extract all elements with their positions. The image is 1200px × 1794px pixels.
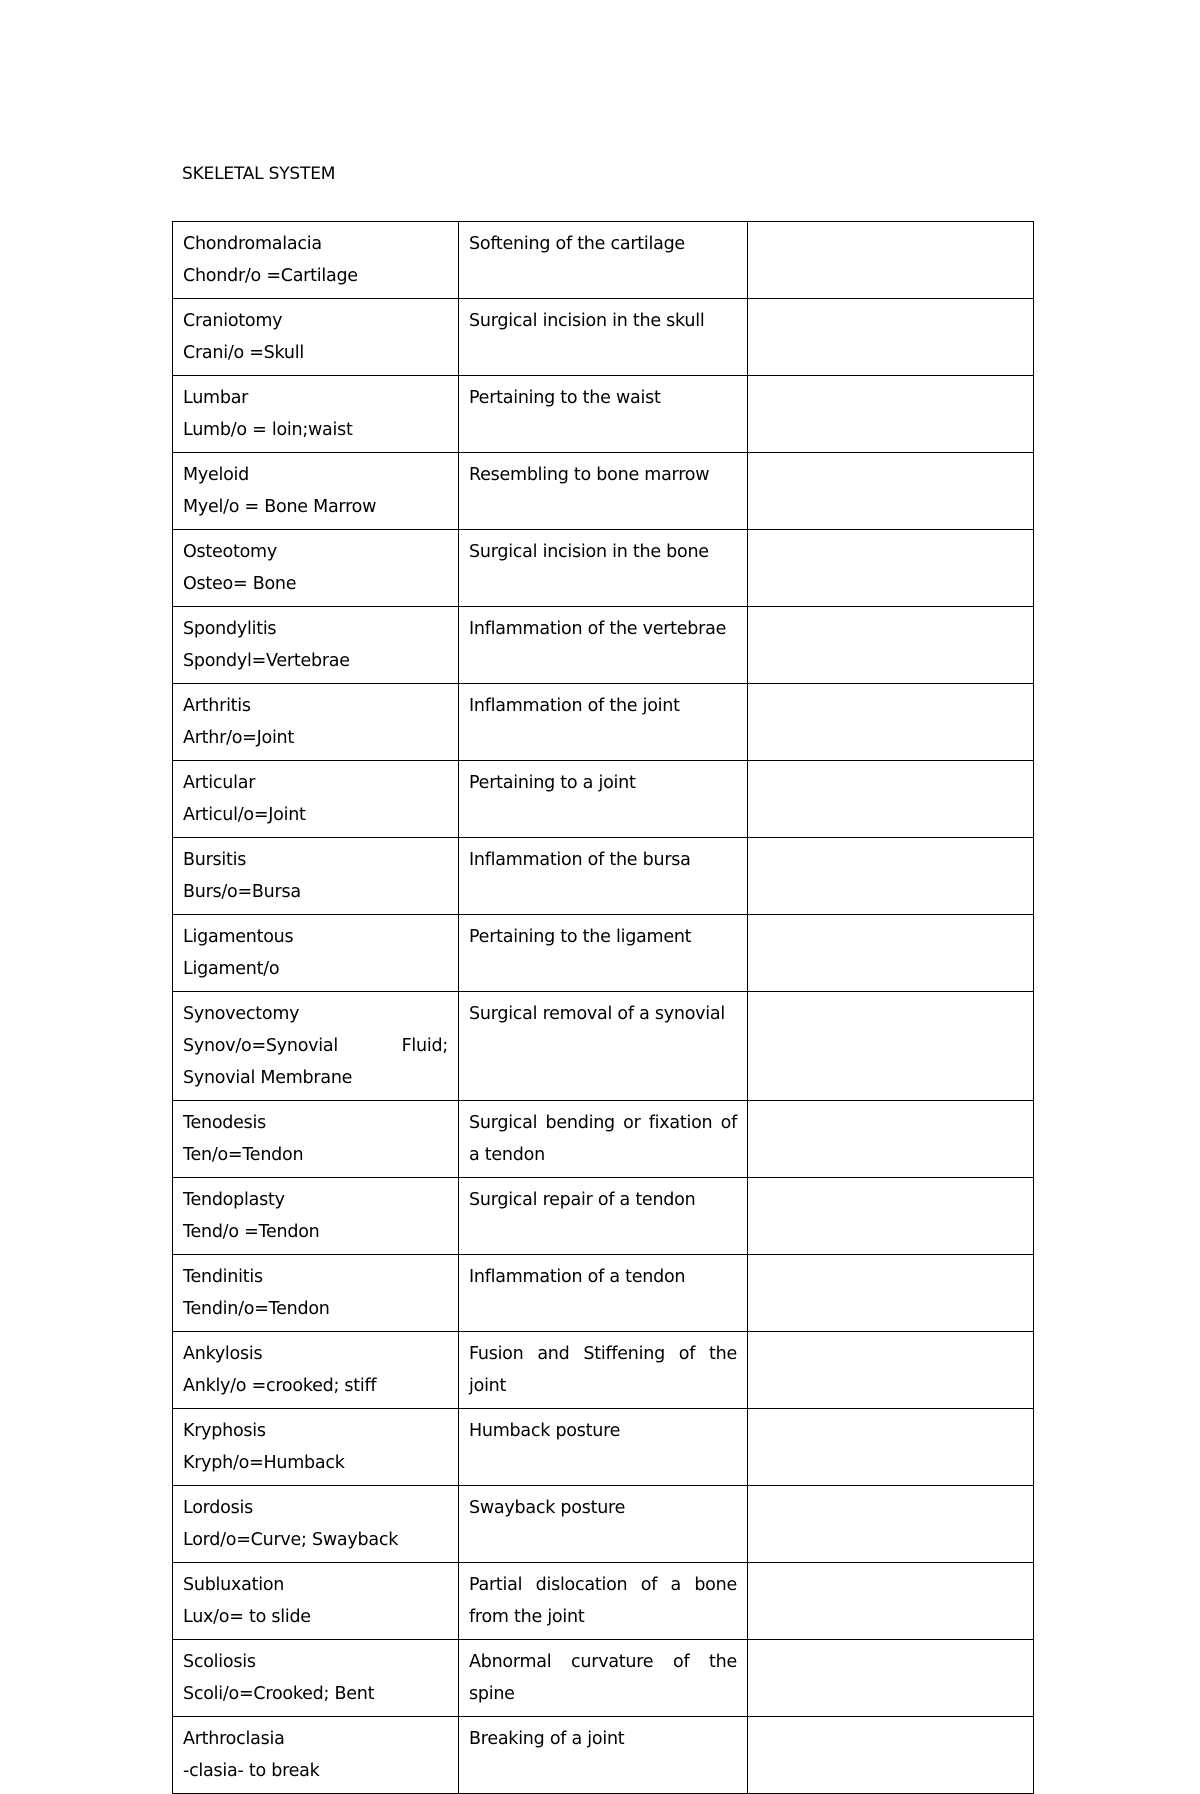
term-text: Ankylosis [183, 1344, 263, 1364]
root-text: Articul/o=Joint [183, 805, 306, 825]
definition-text: Surgical repair of a tendon [469, 1190, 696, 1210]
term-cell [173, 453, 459, 530]
notes-cell[interactable] [748, 684, 1034, 761]
definition-cell [459, 299, 748, 376]
term-text: Subluxation [183, 1575, 285, 1595]
page-title: SKELETAL SYSTEM [182, 164, 336, 184]
table-row [173, 838, 1034, 915]
notes-cell[interactable] [748, 1717, 1034, 1794]
term-cell [173, 1563, 459, 1640]
root-text: Kryph/o=Humback [183, 1453, 345, 1473]
definition-text: Swayback posture [469, 1498, 626, 1518]
definition-text: Surgical incision in the bone [469, 542, 709, 562]
term-text: Spondylitis [183, 619, 277, 639]
term-cell [173, 376, 459, 453]
term-cell [173, 1717, 459, 1794]
notes-cell[interactable] [748, 1409, 1034, 1486]
root-text: Arthr/o=Joint [183, 728, 295, 748]
term-text: Chondromalacia [183, 234, 322, 254]
table-row [173, 607, 1034, 684]
definition-text: Fusion and Stiffening of the joint [469, 1344, 737, 1396]
definition-text: Inflammation of a tendon [469, 1267, 686, 1287]
notes-cell[interactable] [748, 838, 1034, 915]
definition-text: Partial dislocation of a bone from the joint [469, 1575, 737, 1627]
term-text: Tendoplasty [183, 1190, 285, 1210]
definition-cell [459, 607, 748, 684]
definition-cell [459, 1178, 748, 1255]
notes-cell[interactable] [748, 222, 1034, 299]
table-row [173, 915, 1034, 992]
table-row [173, 1563, 1034, 1640]
table-row [173, 1717, 1034, 1794]
root-text: Synov/o=Synovial Fluid; Synovial Membrane [183, 1036, 448, 1088]
term-text: Scoliosis [183, 1652, 256, 1672]
term-text: Lordosis [183, 1498, 253, 1518]
definition-text: Pertaining to a joint [469, 773, 636, 793]
table-row [173, 1178, 1034, 1255]
term-cell [173, 1486, 459, 1563]
notes-cell[interactable] [748, 376, 1034, 453]
term-cell [173, 838, 459, 915]
notes-cell[interactable] [748, 1332, 1034, 1409]
definition-cell [459, 915, 748, 992]
root-text: Lord/o=Curve; Swayback [183, 1530, 399, 1550]
table-row [173, 299, 1034, 376]
root-text: Ten/o=Tendon [183, 1145, 304, 1165]
notes-cell[interactable] [748, 1255, 1034, 1332]
definition-text: Surgical incision in the skull [469, 311, 705, 331]
root-text: Burs/o=Bursa [183, 882, 301, 902]
root-text: Ankly/o =crooked; stiff [183, 1376, 377, 1396]
term-text: Craniotomy [183, 311, 283, 331]
definition-text: Humback posture [469, 1421, 621, 1441]
table-row [173, 684, 1034, 761]
term-text: Synovectomy [183, 1004, 300, 1024]
term-cell [173, 1409, 459, 1486]
table-row [173, 761, 1034, 838]
definition-cell [459, 838, 748, 915]
term-text: Myeloid [183, 465, 250, 485]
definition-cell [459, 761, 748, 838]
definition-cell [459, 1332, 748, 1409]
glossary-table-body [173, 222, 1034, 1794]
table-row [173, 453, 1034, 530]
table-row [173, 1255, 1034, 1332]
term-cell [173, 1640, 459, 1717]
definition-cell [459, 222, 748, 299]
definition-cell [459, 1255, 748, 1332]
root-text: Osteo= Bone [183, 574, 297, 594]
notes-cell[interactable] [748, 915, 1034, 992]
definition-text: Softening of the cartilage [469, 234, 685, 254]
root-text: Lumb/o = loin;waist [183, 420, 353, 440]
table-row [173, 222, 1034, 299]
definition-cell [459, 530, 748, 607]
definition-cell [459, 1409, 748, 1486]
definition-text: Surgical bending or fixation of a tendon [469, 1113, 737, 1165]
definition-cell [459, 376, 748, 453]
root-text: Tendin/o=Tendon [183, 1299, 330, 1319]
term-cell [173, 761, 459, 838]
root-text: Spondyl=Vertebrae [183, 651, 350, 671]
term-cell [173, 607, 459, 684]
notes-cell[interactable] [748, 1640, 1034, 1717]
term-text: Ligamentous [183, 927, 294, 947]
definition-text: Pertaining to the ligament [469, 927, 692, 947]
term-cell [173, 1178, 459, 1255]
definition-text: Surgical removal of a synovial [469, 1004, 725, 1024]
table-row [173, 1486, 1034, 1563]
definition-cell [459, 1101, 748, 1178]
term-cell [173, 530, 459, 607]
notes-cell[interactable] [748, 607, 1034, 684]
definition-cell [459, 1563, 748, 1640]
table-row [173, 1640, 1034, 1717]
notes-cell[interactable] [748, 299, 1034, 376]
table-row [173, 1332, 1034, 1409]
notes-cell[interactable] [748, 530, 1034, 607]
root-text: Scoli/o=Crooked; Bent [183, 1684, 375, 1704]
root-text: -clasia- to break [183, 1761, 320, 1781]
term-text: Kryphosis [183, 1421, 266, 1441]
term-cell [173, 222, 459, 299]
definition-cell [459, 453, 748, 530]
root-text: Lux/o= to slide [183, 1607, 311, 1627]
table-row [173, 1101, 1034, 1178]
definition-text: Resembling to bone marrow [469, 465, 710, 485]
notes-cell[interactable] [748, 992, 1034, 1101]
glossary-table [172, 221, 1034, 1794]
table-row [173, 530, 1034, 607]
notes-cell[interactable] [748, 761, 1034, 838]
term-text: Articular [183, 773, 256, 793]
definition-text: Inflammation of the bursa [469, 850, 691, 870]
root-text: Myel/o = Bone Marrow [183, 497, 377, 517]
root-text: Tend/o =Tendon [183, 1222, 320, 1242]
root-text: Crani/o =Skull [183, 343, 304, 363]
definition-text: Abnormal curvature of the spine [469, 1652, 737, 1704]
term-text: Tendinitis [183, 1267, 263, 1287]
notes-cell[interactable] [748, 1178, 1034, 1255]
root-text: Ligament/o [183, 959, 280, 979]
notes-cell[interactable] [748, 1486, 1034, 1563]
term-cell [173, 992, 459, 1101]
term-text: Tenodesis [183, 1113, 267, 1133]
term-text: Osteotomy [183, 542, 277, 562]
table-row [173, 1409, 1034, 1486]
notes-cell[interactable] [748, 1101, 1034, 1178]
definition-cell [459, 1717, 748, 1794]
term-cell [173, 684, 459, 761]
definition-cell [459, 992, 748, 1101]
definition-text: Pertaining to the waist [469, 388, 661, 408]
definition-text: Breaking of a joint [469, 1729, 625, 1749]
definition-text: Inflammation of the joint [469, 696, 680, 716]
definition-text: Inflammation of the vertebrae [469, 619, 727, 639]
table-row [173, 376, 1034, 453]
notes-cell[interactable] [748, 1563, 1034, 1640]
definition-cell [459, 1486, 748, 1563]
term-text: Bursitis [183, 850, 247, 870]
term-cell [173, 915, 459, 992]
term-cell [173, 1255, 459, 1332]
term-text: Lumbar [183, 388, 249, 408]
term-cell [173, 299, 459, 376]
root-text: Chondr/o =Cartilage [183, 266, 358, 286]
definition-cell [459, 1640, 748, 1717]
term-text: Arthritis [183, 696, 251, 716]
definition-cell [459, 684, 748, 761]
table-row [173, 992, 1034, 1101]
term-cell [173, 1101, 459, 1178]
term-text: Arthroclasia [183, 1729, 285, 1749]
term-cell [173, 1332, 459, 1409]
notes-cell[interactable] [748, 453, 1034, 530]
